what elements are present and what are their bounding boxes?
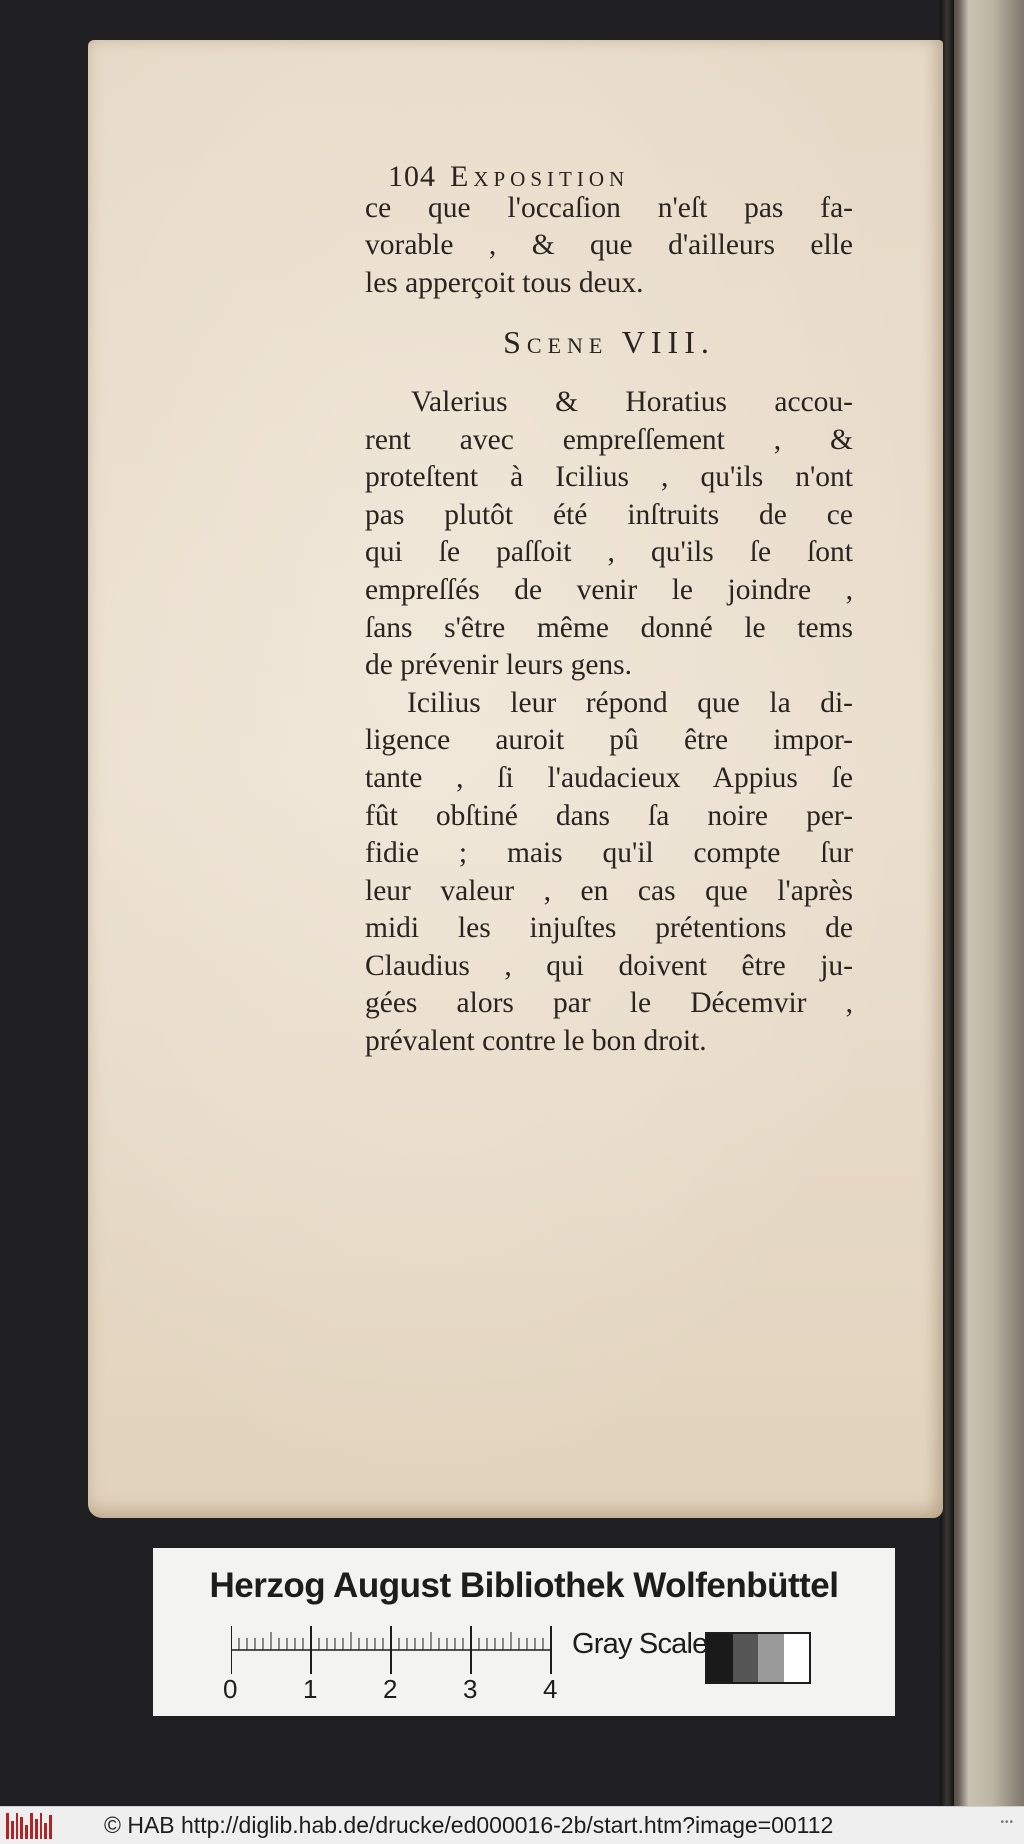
logo-bar: [49, 1815, 52, 1839]
logo-bar: [44, 1823, 47, 1839]
text-line: ſans s'être même donné le tems: [365, 611, 853, 644]
text-line: Valerius & Horatius accou-: [411, 385, 853, 418]
scale-ruler: [231, 1624, 631, 1676]
page-text-block: [365, 158, 853, 1061]
logo-bar: [35, 1819, 38, 1839]
gray-scale-label: Gray Scale: [572, 1628, 708, 1660]
paragraph-2: [365, 685, 853, 1061]
hab-barcode-logo-icon: [6, 1813, 52, 1839]
text-line: rent avec empreſſement , &: [365, 423, 853, 456]
ruler-label: 4: [543, 1674, 558, 1704]
logo-bar: [40, 1813, 43, 1839]
text-line: qui ſe paſſoit , qu'ils ſe ſont: [365, 536, 853, 569]
ruler-label: 0: [223, 1674, 238, 1704]
logo-bar: [20, 1817, 23, 1839]
ruler-label: 1: [303, 1674, 318, 1704]
logo-bar: [25, 1825, 28, 1839]
scene-title: Scene VIII.: [503, 324, 715, 361]
text-line: ce que l'occaſion n'eſt pas fa-: [365, 191, 853, 224]
gray-swatch: [758, 1634, 784, 1682]
copyright-link[interactable]: © HAB http://diglib.hab.de/drucke/ed000016-2b/start.htm?image=00112: [104, 1812, 834, 1838]
library-title: Herzog August Bibliothek Wolfenbüttel: [209, 1566, 839, 1605]
text-line: les apperçoit tous deux.: [365, 266, 644, 299]
logo-bar: [16, 1813, 19, 1839]
gray-swatch: [733, 1634, 759, 1682]
text-line: pas plutôt été inſtruits de ce: [365, 498, 853, 531]
text-line: leur valeur , en cas que l'après: [365, 874, 853, 907]
logo-bar: [11, 1821, 14, 1839]
text-line: proteſtent à Icilius , qu'ils n'ont: [365, 461, 853, 494]
text-line: prévalent contre le bon droit.: [365, 1025, 707, 1058]
paragraph-1: [365, 384, 853, 685]
gray-swatch: [784, 1634, 810, 1682]
book-right-edge: [945, 0, 1024, 1806]
ruler-label: 3: [463, 1674, 478, 1704]
logo-bar: [6, 1813, 9, 1839]
text-line: de prévenir leurs gens.: [365, 649, 633, 682]
gray-scale-swatches: [705, 1632, 811, 1684]
text-line: vorable , & que d'ailleurs elle: [365, 229, 853, 262]
opening-lines: [365, 190, 853, 303]
running-head: Exposition: [450, 160, 630, 193]
ruler-label: 2: [383, 1674, 398, 1704]
library-color-target: [153, 1548, 895, 1716]
text-line: ligence auroit pû être impor-: [365, 724, 853, 757]
text-line: fidie ; mais qu'il compte ſur: [365, 837, 853, 870]
text-line: empreſſés de venir le joindre ,: [365, 573, 853, 606]
gray-swatch: [707, 1634, 733, 1682]
text-line: gées alors par le Décemvir ,: [365, 987, 853, 1020]
logo-bar: [30, 1813, 33, 1839]
resize-grip-icon[interactable]: •••: [1000, 1817, 1014, 1828]
text-line: fût obſtiné dans ſa noire per-: [365, 799, 853, 832]
ruler-labels: [223, 1674, 653, 1708]
text-line: Icilius leur répond que la di-: [407, 686, 853, 719]
text-line: tante , ſi l'audacieux Appius ſe: [365, 761, 853, 794]
status-bar: [0, 1806, 1024, 1844]
text-line: Claudius , qui doivent être ju-: [365, 949, 853, 982]
page-number: 104: [388, 160, 436, 193]
text-line: midi les injuſtes prétentions de: [365, 912, 853, 945]
